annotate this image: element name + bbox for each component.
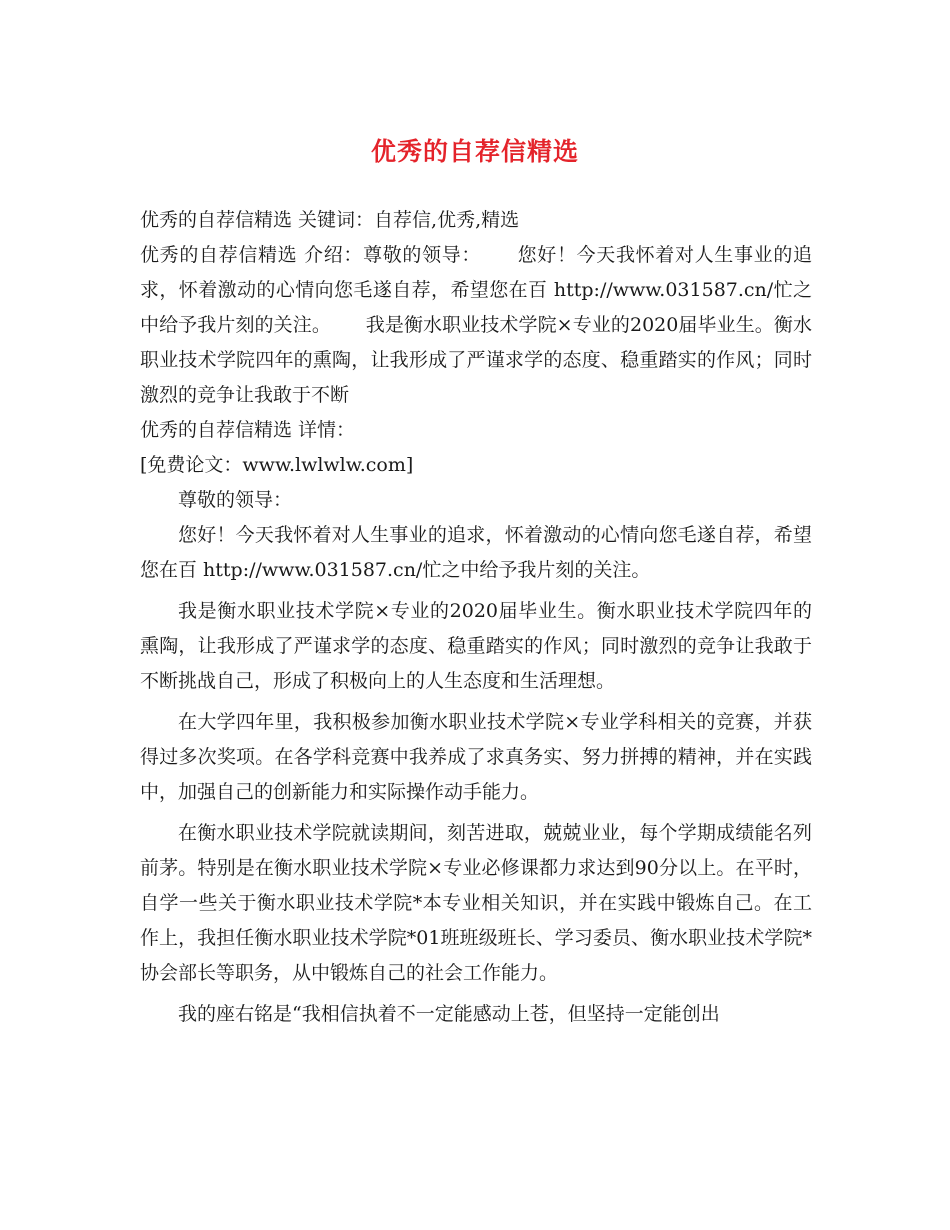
intro-line: 优秀的自荐信精选 介绍：尊敬的领导： 您好！今天我怀着对人生事业的追求，怀着激动的心情向您毛遂自荐，希望您在百 http://www.031587.cn/忙之中给予我片刻的关注。 我是衡水职业技术学院×专业的2020届毕业生。衡水职业技术学院四年的熏陶，让我形成了严谨求学的态度、稳重踏实的作风；同时激烈的竞争让我敢于不断 <box>140 244 812 406</box>
document-body <box>140 203 812 1038</box>
document-title: 优秀的自荐信精选 <box>370 137 579 166</box>
source-line: [免费论文：www.lwlwlw.com] <box>140 454 414 476</box>
keywords-line: 优秀的自荐信精选 关键词：自荐信,优秀,精选 <box>140 209 520 231</box>
salutation: 尊敬的领导： <box>178 489 293 511</box>
paragraph: 我的座右铭是“我相信执着不一定能感动上苍，但坚持一定能创出 <box>178 1003 720 1025</box>
paragraph: 在衡水职业技术学院就读期间，刻苦进取，兢兢业业，每个学期成绩能名列前茅。特别是在衡水职业技术学院×专业必修课都力求达到90分以上。在平时，自学一些关于衡水职业技术学院*本专业相关知识，并在实践中锻炼自己。在工作上，我担任衡水职业技术学院*01班班级班长、学习委员、衡水职业技术学院*协会部长等职务，从中锻炼自己的社会工作能力。 <box>140 822 812 984</box>
paragraph: 在大学四年里，我积极参加衡水职业技术学院×专业学科相关的竞赛，并获得过多次奖项。在各学科竞赛中我养成了求真务实、努力拼搏的精神，并在实践中，加强自己的创新能力和实际操作动手能力。 <box>140 711 812 803</box>
details-line: 优秀的自荐信精选 详情： <box>140 419 356 441</box>
paragraph: 我是衡水职业技术学院×专业的2020届毕业生。衡水职业技术学院四年的熏陶，让我形成了严谨求学的态度、稳重踏实的作风；同时激烈的竞争让我敢于不断挑战自己，形成了积极向上的人生态度和生活理想。 <box>140 600 812 692</box>
paragraph: 您好！今天我怀着对人生事业的追求，怀着激动的心情向您毛遂自荐，希望您在百 http://www.031587.cn/忙之中给予我片刻的关注。 <box>140 524 812 581</box>
